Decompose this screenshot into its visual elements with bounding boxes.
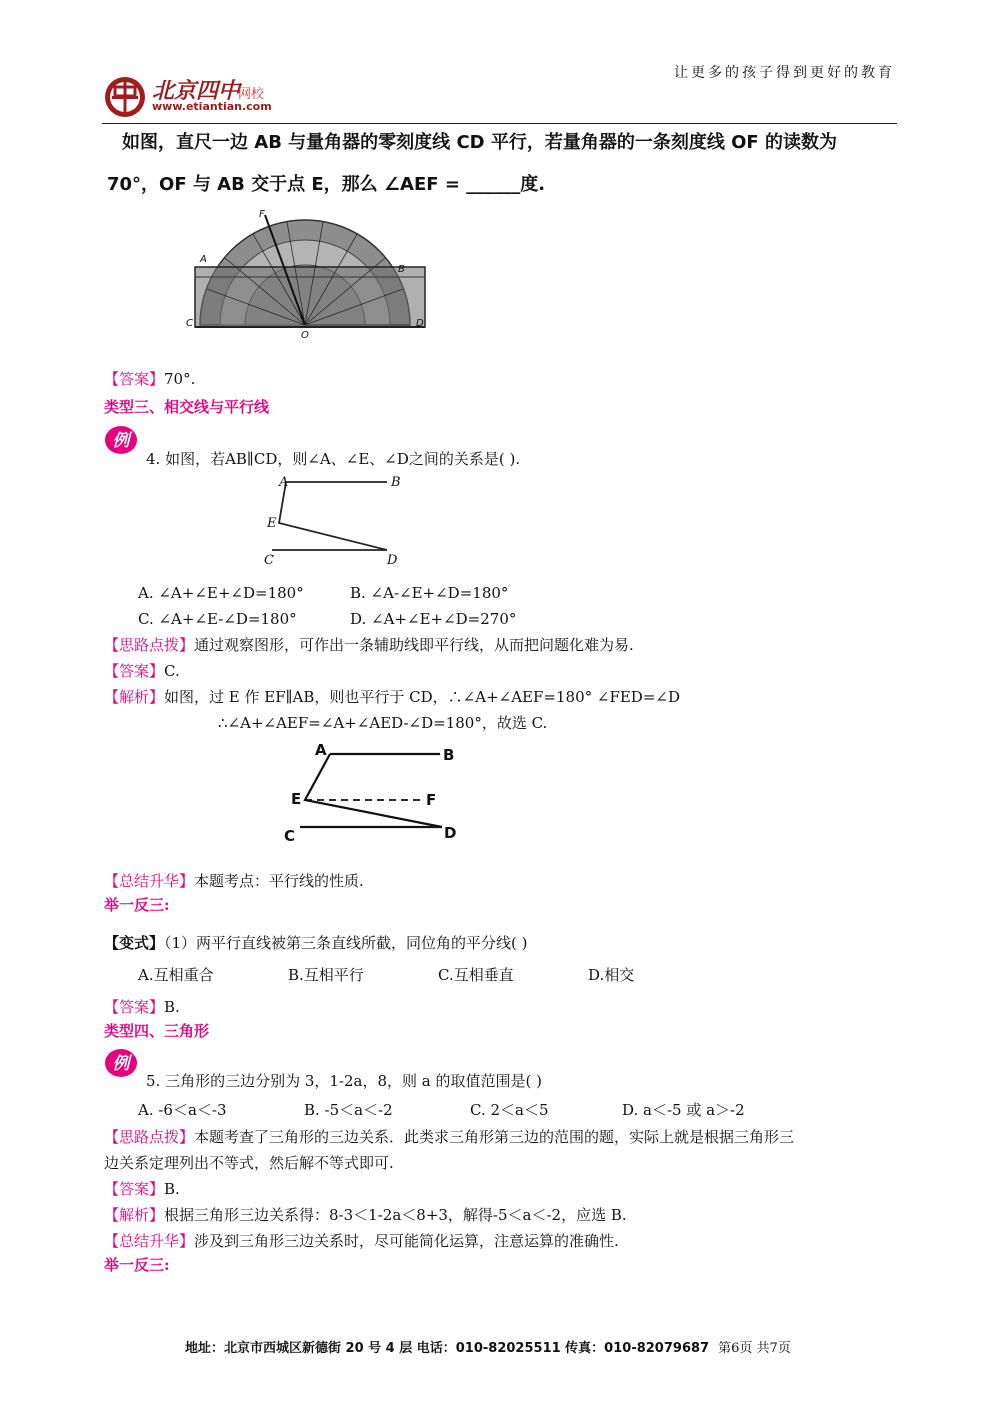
explanation-tag: 【解析】	[104, 688, 165, 706]
example-badge-icon	[104, 1048, 138, 1078]
q5-option-b: B. -5＜a＜-2	[304, 1101, 393, 1119]
summary-text: 本题考点：平行线的性质.	[194, 872, 364, 890]
q5-explanation	[104, 1202, 627, 1228]
answer-text: 70°.	[164, 370, 196, 388]
variant-tag: 【变式】	[104, 934, 165, 952]
variant-option-c: C.互相垂直	[438, 966, 514, 984]
summary-tag: 【总结升华】	[104, 1232, 195, 1250]
q5-answer	[104, 1176, 180, 1202]
problem-intro-line2: 70°，OF 与 AB 交于点 E，那么 ∠AEF = ______度.	[107, 174, 546, 195]
variant-option-b: B.互相平行	[288, 966, 364, 984]
header-divider	[102, 123, 897, 124]
fig2-label-c: C	[284, 827, 296, 845]
example-badge-text: 例	[112, 1054, 130, 1074]
hint-text: 本题考查了三角形的三边关系．此类求三角形第三边的范围的题，实际上就是根据三角形三	[194, 1128, 795, 1146]
q4-option-d: D. ∠A+∠E+∠D=270°	[350, 610, 517, 628]
variant-stem	[104, 930, 528, 956]
fig1-label-d: D	[387, 553, 398, 568]
drill-heading-1: 举一反三:	[104, 896, 170, 914]
q4-hint	[104, 632, 634, 658]
answer-text: B.	[164, 998, 180, 1016]
variant-option-a: A.互相重合	[138, 966, 214, 984]
protractor-label-a: A	[200, 254, 207, 265]
footer-address: 地址：北京市西城区新德街 20 号 4 层 电话：010-82025511 传真：010-82079687	[185, 1341, 710, 1356]
answer-text: C.	[164, 662, 180, 680]
protractor-label-b: B	[398, 264, 405, 275]
fig1-label-b: B	[391, 475, 401, 490]
q5-hint-line2: 边关系定理列出不等式，然后解不等式即可.	[104, 1154, 394, 1172]
example-badge-text: 例	[112, 431, 130, 451]
hint-tag: 【思路点拨】	[104, 1128, 195, 1146]
q4-explanation-line1	[104, 684, 680, 710]
q4-option-c: C. ∠A+∠E-∠D=180°	[138, 610, 297, 628]
fig2-label-e: E	[291, 790, 302, 808]
footer-page-number: 第6页 共7页	[718, 1341, 791, 1356]
problem-intro-line1: 如图，直尺一边 AB 与量角器的零刻度线 CD 平行，若量角器的一条刻度线 OF 的读数为	[122, 132, 837, 153]
brand-name: 北京四中	[152, 78, 241, 104]
q5-option-d: D. a＜-5 或 a＞-2	[622, 1101, 745, 1119]
hint-tag: 【思路点拨】	[104, 636, 195, 654]
variant-answer	[104, 994, 180, 1020]
q4-summary	[104, 868, 364, 894]
protractor-label-o: O	[301, 330, 309, 340]
q4-solution-figure	[282, 738, 472, 848]
protractor-label-d: D	[416, 318, 424, 329]
section-title-4: 类型四、三角形	[104, 1022, 210, 1040]
fig2-label-b: B	[443, 746, 455, 764]
page-footer	[185, 1337, 791, 1356]
q4-figure	[262, 472, 412, 572]
q5-stem: 5. 三角形的三边分别为 3，1-2a，8，则 a 的取值范围是( )	[146, 1072, 542, 1090]
fig1-label-c: C	[264, 553, 274, 568]
q5-hint-line1	[104, 1124, 794, 1150]
brand-url[interactable]: www.etiantian.com	[152, 100, 272, 113]
q4-option-a: A. ∠A+∠E+∠D=180°	[138, 584, 304, 602]
brand-suffix: 网校	[238, 87, 265, 102]
summary-text: 涉及到三角形三边关系时，尽可能简化运算，注意运算的准确性.	[194, 1232, 619, 1250]
header-slogan: 让更多的孩子得到更好的教育	[674, 65, 895, 81]
section-title-3: 类型三、相交线与平行线	[104, 398, 270, 416]
fig2-label-a: A	[315, 741, 327, 759]
answer-1	[104, 366, 195, 392]
q4-stem: 4. 如图，若AB∥CD，则∠A、∠E、∠D之间的关系是( ).	[146, 450, 521, 468]
explanation-tag: 【解析】	[104, 1206, 165, 1224]
fig1-label-e: E	[267, 516, 277, 531]
fig2-label-d: D	[444, 824, 457, 842]
fig2-label-f: F	[426, 791, 437, 809]
explanation-text: 根据三角形三边关系得：8-3＜1-2a＜8+3，解得-5＜a＜-2，应选 B.	[164, 1206, 627, 1224]
answer-tag: 【答案】	[104, 370, 165, 388]
explanation-text: 如图，过 E 作 EF∥AB，则也平行于 CD，∴∠A+∠AEF=180° ∠FED=∠D	[164, 688, 680, 706]
q5-option-a: A. -6＜a＜-3	[138, 1101, 227, 1119]
drill-heading-2: 举一反三:	[104, 1256, 170, 1274]
q5-option-c: C. 2＜a＜5	[470, 1101, 549, 1119]
protractor-label-c: C	[186, 318, 193, 329]
variant-text: （1）两平行直线被第三条直线所截，同位角的平分线( )	[164, 934, 528, 952]
hint-text: 通过观察图形，可作出一条辅助线即平行线，从而把问题化难为易.	[194, 636, 634, 654]
q5-summary	[104, 1228, 619, 1254]
q4-answer	[104, 658, 180, 684]
q4-option-b: B. ∠A-∠E+∠D=180°	[350, 584, 509, 602]
fig1-label-a: A	[279, 475, 289, 490]
variant-option-d: D.相交	[588, 966, 635, 984]
example-badge-icon	[104, 425, 138, 455]
summary-tag: 【总结升华】	[104, 872, 195, 890]
protractor-figure	[180, 205, 430, 340]
answer-tag: 【答案】	[104, 1180, 165, 1198]
protractor-label-f: F	[259, 209, 265, 220]
answer-text: B.	[164, 1180, 180, 1198]
answer-tag: 【答案】	[104, 998, 165, 1016]
answer-tag: 【答案】	[104, 662, 165, 680]
q4-explanation-line2: ∴∠A+∠AEF=∠A+∠AED-∠D=180°，故选 C.	[218, 714, 548, 732]
